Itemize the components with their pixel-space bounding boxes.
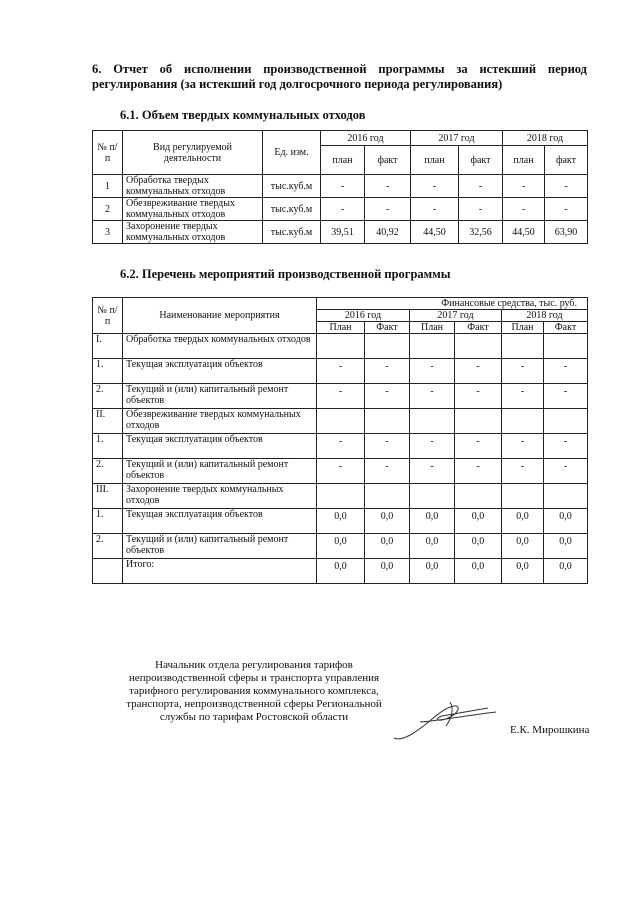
table-row [93,459,588,484]
table-row [93,534,588,559]
measure-name: Текущий и (или) капитальный ремонт объектов [123,384,317,409]
year-header: 2017 год [410,310,502,322]
fact-header: Факт [455,322,502,334]
fact-header: факт [365,146,411,175]
value-cell: - [502,459,544,484]
section-6-2-title: 6.2. Перечень мероприятий производственной программы [120,267,451,281]
position-line: тарифного регулирования коммунального комплекса, [129,685,379,697]
unit-cell: тыс.куб.м [263,198,321,221]
value-cell: 0,0 [502,559,544,584]
volume-table [92,130,588,244]
value-cell: - [321,198,365,221]
value-cell [365,409,410,434]
value-cell: - [365,175,411,198]
value-cell [502,409,544,434]
value-cell [410,409,455,434]
value-cell: 39,51 [321,221,365,244]
plan-header: План [502,322,544,334]
value-cell: - [544,384,588,409]
value-cell: 0,0 [317,559,365,584]
value-cell: - [317,359,365,384]
value-cell: - [365,198,411,221]
value-cell: 0,0 [544,534,588,559]
fact-header: факт [545,146,588,175]
value-cell: - [410,434,455,459]
col-num-header: № п/п [93,131,123,175]
value-cell: - [455,359,502,384]
plan-header: план [321,146,365,175]
value-cell: - [365,434,410,459]
plan-header: План [410,322,455,334]
row-number: 2. [93,534,123,559]
section-6-1-title: 6.1. Объем твердых коммунальных отходов [120,108,366,122]
value-cell: - [411,175,459,198]
value-cell: 32,56 [459,221,503,244]
value-cell: 0,0 [317,509,365,534]
table-row [93,484,588,509]
value-cell: - [502,359,544,384]
measures-table [92,297,588,584]
activity-name: Обработка твердых коммунальных отходов [123,175,263,198]
value-cell: - [544,359,588,384]
col-name-header: Наименование мероприятия [123,298,317,334]
value-cell [317,334,365,359]
value-cell: - [410,384,455,409]
value-cell [455,334,502,359]
table-row [93,559,588,584]
value-cell: 40,92 [365,221,411,244]
row-number: 2. [93,384,123,409]
col-kind-header: Вид регулируемой деятельности [123,131,263,175]
row-number: 1 [93,175,123,198]
value-cell: - [503,198,545,221]
table-row [93,221,588,244]
value-cell: - [503,175,545,198]
row-number: 3 [93,221,123,244]
table-row [93,509,588,534]
row-number: I. [93,334,123,359]
value-cell: - [410,459,455,484]
year-header: 2016 год [317,310,410,322]
value-cell: 0,0 [365,534,410,559]
finance-header: Финансовые средства, тыс. руб. [317,298,588,310]
fact-header: Факт [544,322,588,334]
measure-name: Обезвреживание твердых коммунальных отходов [123,409,317,434]
unit-cell: тыс.куб.м [263,221,321,244]
row-number: 1. [93,359,123,384]
value-cell: - [502,384,544,409]
value-cell: 0,0 [544,509,588,534]
value-cell [502,484,544,509]
value-cell: 0,0 [544,559,588,584]
value-cell: - [544,459,588,484]
value-cell: - [455,384,502,409]
value-cell [544,409,588,434]
value-cell: - [410,359,455,384]
value-cell: 44,50 [503,221,545,244]
value-cell [410,334,455,359]
value-cell: 63,90 [545,221,588,244]
table-row [93,198,588,221]
fact-header: Факт [365,322,410,334]
table-row [93,334,588,359]
value-cell: 0,0 [502,509,544,534]
value-cell [544,484,588,509]
report-heading: 6. Отчет об исполнении производственной программы за истекший период регулирования (за истекший год долгосрочного периода регулирования) [92,62,587,91]
handwritten-signature [392,698,502,744]
value-cell: - [545,198,588,221]
value-cell: - [365,459,410,484]
col-num-header: № п/п [93,298,123,334]
value-cell: - [545,175,588,198]
table-row [93,359,588,384]
measure-name: Текущий и (или) капитальный ремонт объектов [123,459,317,484]
value-cell: 0,0 [410,534,455,559]
value-cell: - [321,175,365,198]
value-cell [544,334,588,359]
value-cell: 0,0 [455,509,502,534]
value-cell: - [544,434,588,459]
position-line: непроизводственной сферы и транспорта управления [128,672,380,684]
year-header: 2018 год [503,131,588,146]
signatory-name: Е.К. Мирошкина [510,724,590,736]
value-cell [317,409,365,434]
year-header: 2018 год [502,310,588,322]
col-unit-header: Ед. изм. [263,131,321,175]
measure-name: Текущая эксплуатация объектов [123,359,317,384]
table-row [93,384,588,409]
value-cell: 0,0 [455,559,502,584]
measure-name: Текущая эксплуатация объектов [123,434,317,459]
value-cell: - [317,384,365,409]
value-cell: - [455,459,502,484]
value-cell: - [317,459,365,484]
value-cell: - [365,384,410,409]
plan-header: план [411,146,459,175]
value-cell: - [455,434,502,459]
value-cell: 0,0 [502,534,544,559]
signature-stroke [394,702,496,739]
activity-name: Захоронение твердых коммунальных отходов [123,221,263,244]
value-cell: 0,0 [365,509,410,534]
measure-name: Итого: [123,559,317,584]
value-cell: 0,0 [365,559,410,584]
year-header: 2017 год [411,131,503,146]
position-line: службы по тарифам Ростовской области [159,711,349,723]
fact-header: факт [459,146,503,175]
value-cell [455,484,502,509]
value-cell: - [502,434,544,459]
value-cell [410,484,455,509]
value-cell [365,484,410,509]
row-number: II. [93,409,123,434]
position-line: транспорта, непроизводственной сферы Региональной [126,698,382,710]
value-cell [317,484,365,509]
value-cell: - [411,198,459,221]
value-cell: - [459,175,503,198]
value-cell: - [365,359,410,384]
row-number: 1. [93,434,123,459]
table-row [93,434,588,459]
row-number: 2. [93,459,123,484]
year-header: 2016 год [321,131,411,146]
value-cell [365,334,410,359]
measure-name: Текущая эксплуатация объектов [123,509,317,534]
measure-name: Захоронение твердых коммунальных отходов [123,484,317,509]
row-number: III. [93,484,123,509]
value-cell: 0,0 [455,534,502,559]
value-cell: 0,0 [410,559,455,584]
activity-name: Обезвреживание твердых коммунальных отходов [123,198,263,221]
table-row [93,409,588,434]
signature-position [116,659,392,724]
value-cell: - [317,434,365,459]
value-cell: - [459,198,503,221]
row-number: 1. [93,509,123,534]
position-line: Начальник отдела регулирования тарифов [155,659,353,671]
plan-header: План [317,322,365,334]
table-row [93,175,588,198]
row-number: 2 [93,198,123,221]
unit-cell: тыс.куб.м [263,175,321,198]
value-cell [455,409,502,434]
value-cell: 44,50 [411,221,459,244]
value-cell: 0,0 [410,509,455,534]
row-number [93,559,123,584]
measure-name: Обработка твердых коммунальных отходов [123,334,317,359]
value-cell: 0,0 [317,534,365,559]
value-cell [502,334,544,359]
plan-header: план [503,146,545,175]
measure-name: Текущий и (или) капитальный ремонт объектов [123,534,317,559]
